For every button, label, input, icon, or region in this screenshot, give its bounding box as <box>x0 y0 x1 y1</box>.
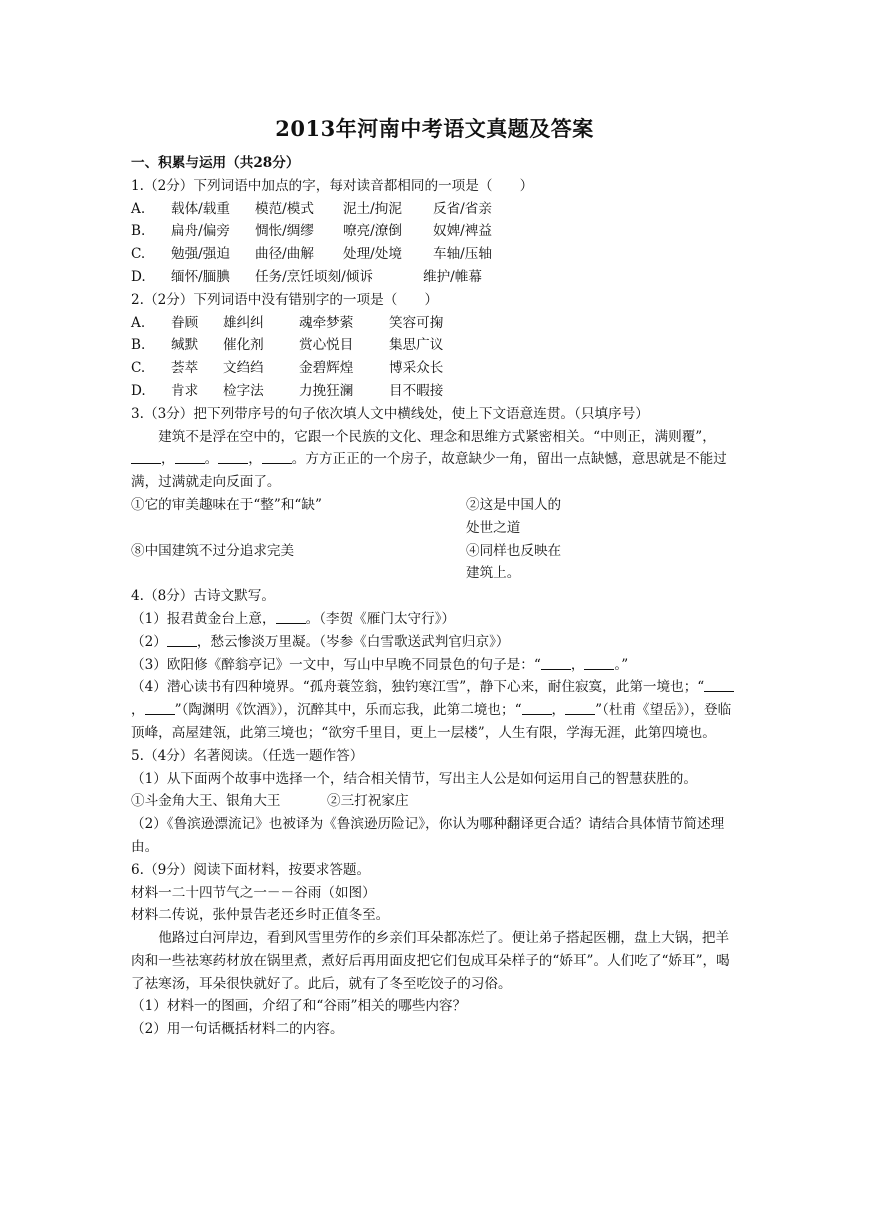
question-3-choices-row-1 <box>131 494 741 540</box>
question-4-item-2: （2） ，愁云惨淡万里凝。（岑参《白雪歌送武判官归京》） <box>131 633 510 650</box>
question-1-option-c: C. 勉强/强迫 曲径/曲解 处理/处境 车轴/压轴 <box>131 246 492 263</box>
fill-blank <box>262 449 292 464</box>
question-2-option-c: C. 荟萃 文绉绉 金碧辉煌 博采众长 <box>131 360 444 377</box>
document-title: 2013年河南中考语文真题及答案 <box>275 116 594 141</box>
question-5-part-2: （2）《鲁滨逊漂流记》也被译为《鲁滨逊历险记》，你认为哪种翻译更合适？请结合具体情节简述理由。 <box>131 816 725 855</box>
fill-blank <box>584 655 614 670</box>
document-body <box>131 152 741 1041</box>
fill-blank <box>704 677 734 692</box>
question-6-stem: 6.（9分）阅读下面材料，按要求答题。 <box>131 861 371 878</box>
fill-blank <box>131 449 161 464</box>
question-3-passage: 建筑不是浮在空中的，它跟一个民族的文化、理念和思维方式紧密相关。“中则正，满则覆”，， 。 ， 。方方正正的一个房子，故意缺少一角，留出一点缺憾，意思就是不能过满，过满就走向反面了。 <box>131 428 727 491</box>
question-3-stem: 3.（3分）把下列带序号的句子依次填人文中横线处，使上下文语意连贯。（只填序号） <box>131 405 649 422</box>
question-2-option-b: B. 缄默 催化剂 赏心悦目 集思广议 <box>131 337 444 354</box>
question-2-option-a: A. 眷顾 雄纠纠 魂牵梦萦 笑容可掬 <box>131 314 444 331</box>
section-heading: 一、积累与运用（共28分） <box>131 155 300 171</box>
question-4-item-4: （4）潜心读书有四种境界。“孤舟蓑笠翁，独钓寒江雪”，静下心来，耐住寂寞，此第一境也；“， ”（陶渊明《饮酒》），沉醉其中，乐而忘我，此第二境也；“ ， ”（杜甫《望岳》），登临顶峰，高屋建瓴，此第三境也；“欲穷千里目，更上一层楼”，人生有限，学海无涯，此第四境也。 <box>131 676 741 744</box>
fill-blank <box>541 655 571 670</box>
material-2-body: 他路过白河岸边，看到风雪里劳作的乡亲们耳朵都冻烂了。便让弟子搭起医棚，盘上大锅，把羊肉和一些祛寒药材放在锅里煮，煮好后再用面皮把它们包成耳朵样子的“娇耳”。人们吃了“娇耳”，喝了祛寒汤，耳朵很快就好了。此后，就有了冬至吃饺子的习俗。 <box>131 930 730 992</box>
fill-blank <box>522 700 552 715</box>
material-2-intro: 材料二传说，张仲景告老还乡时正值冬至。 <box>131 907 390 924</box>
fill-blank <box>565 700 595 715</box>
fill-blank <box>175 449 205 464</box>
fill-blank <box>218 449 248 464</box>
question-5-stem: 5.（4分）名著阅读。（任选一题作答） <box>131 747 364 764</box>
fill-blank <box>145 700 175 715</box>
choice-3: ⑧中国建筑不过分追求完美 <box>131 542 295 559</box>
fill-blank <box>276 609 306 624</box>
question-1-option-d: D. 缅怀/腼腆 任务/烹饪顷刻/倾诉 维护/帷幕 <box>131 268 482 285</box>
question-4-stem: 4.（8分）古诗文默写。 <box>131 588 275 605</box>
question-6-sub-2: （2）用一句话概括材料二的内容。 <box>131 1021 344 1038</box>
question-1-option-b: B. 扁舟/偏旁 惆怅/绸缪 嘹亮/潦倒 奴婢/裨益 <box>131 223 492 240</box>
question-1-stem: 1.（2分）下列词语中加点的字，每对读音都相同的一项是（ ） <box>131 177 534 194</box>
question-5-part-1-options: ①斗金角大王、银角大王 ②三打祝家庄 <box>131 793 409 810</box>
question-3-choices-row-2 <box>131 540 741 586</box>
question-2-option-d: D. 肯求 检字法 力挽狂澜 目不暇接 <box>131 382 444 399</box>
choice-2: ②这是中国人的 处世之道 <box>466 496 562 536</box>
choice-4: ④同样也反映在 建筑上。 <box>466 542 562 582</box>
choice-1: ①它的审美趣味在于“整”和“缺” <box>131 496 322 513</box>
question-4-item-3: （3）欧阳修《醉翁亭记》一文中，写山中早晚不同景色的句子是：“ ， 。” <box>131 656 629 673</box>
material-1: 材料一二十四节气之一－－谷雨（如图） <box>131 884 376 901</box>
question-2-stem: 2.（2分）下列词语中没有错别字的一项是（ ） <box>131 291 439 308</box>
question-5-part-1: （1）从下面两个故事中选择一个，结合相关情节，写出主人公是如何运用自己的智慧获胜的。 <box>131 770 697 787</box>
question-6-sub-1: （1）材料一的图画，介绍了和“谷雨”相关的哪些内容？ <box>131 998 467 1015</box>
fill-blank <box>167 632 197 647</box>
question-4-item-1: （1）报君黄金台上意， 。（李贺《雁门太守行》） <box>131 610 456 627</box>
question-1-option-a: A. 载体/载重 模范/模式 泥土/拘泥 反省/省亲 <box>131 200 492 217</box>
